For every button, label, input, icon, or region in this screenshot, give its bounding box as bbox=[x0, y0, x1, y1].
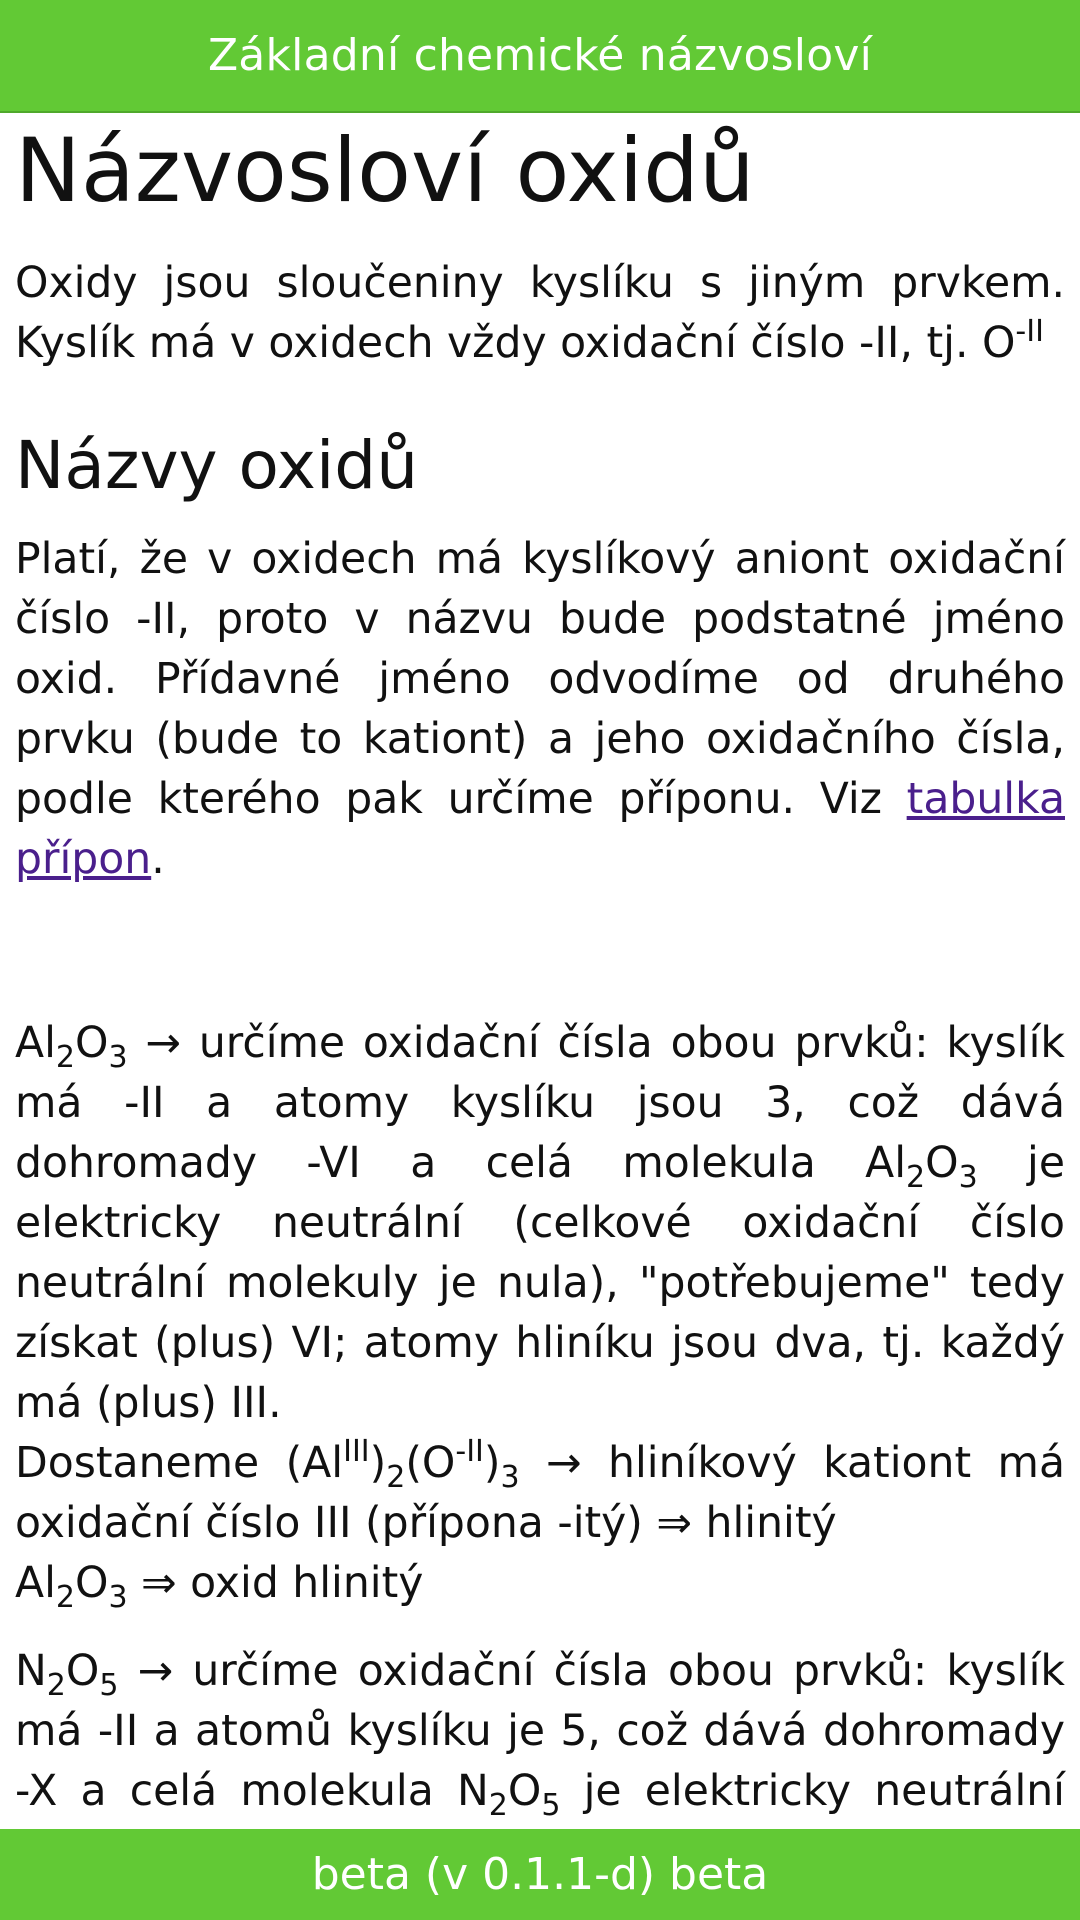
names-paragraph: Platí, že v oxidech má kyslíkový aniont oxidační číslo -II, proto v názvu bude podstatné jméno oxid. Přídavné jméno odvodíme od druhého prvku (bude to kationt) a jeho oxidačního čísla, podle kterého pak určíme příponu. Viz tabulka přípon. bbox=[15, 535, 1065, 885]
example-n2o5-paragraph: $N_2O_5$ → určíme oxidační čísla obou prvků: kyslík má -II a atomů kyslíku je 5, což dává dohromady -X a celá molekula $N_2O_5$ je elektricky neutrální bbox=[15, 1647, 1065, 1824]
section-heading: Názvy oxidů bbox=[15, 426, 419, 504]
app-title-bar bbox=[0, 0, 1080, 113]
suffix-table-link[interactable]: tabulka přípon bbox=[15, 775, 1065, 885]
formula-al2o3: $Al_2O_3$ bbox=[865, 1139, 978, 1196]
app-title: Základní chemické názvosloví bbox=[207, 30, 873, 81]
version-footer-bar bbox=[0, 1829, 1080, 1920]
example-al2o3-paragraph: $Al_2O_3$ → určíme oxidační čísla obou prvků: kyslík má -II a atomy kyslíku jsou 3, což dává dohromady -VI a celá molekula $Al_2O_3$ je elektricky neutrální (celkové oxidační číslo neutrální molekuly je nula), "potřebujeme" tedy získat (plus) VI; atomy hliníku jsou dva, tj. každý má (plus) III. Dostaneme $(Al^{III})_2(O^{-II})_3$ → hliníkový kationt má oxidační číslo III (přípona -itý) ⇒ hlinitý $Al_2O_3$ ⇒ oxid hlinitý bbox=[15, 1019, 1066, 1616]
intro-paragraph: Oxidy jsou sloučeniny kyslíku s jiným prvkem. Kyslík má v oxidech vždy oxidační číslo -II, tj. $O^{-II}$ bbox=[15, 258, 1065, 368]
article-content[interactable] bbox=[0, 113, 1080, 1829]
formula-al2o3: $Al_2O_3$ bbox=[15, 1559, 128, 1616]
version-label: beta (v 0.1.1-d) beta bbox=[311, 1849, 769, 1900]
formula-al2o3: $Al_2O_3$ bbox=[15, 1019, 128, 1076]
formula-n2o5: $N_2O_5$ bbox=[15, 1647, 119, 1704]
formula-n2o5: $N_2O_5$ bbox=[456, 1767, 561, 1824]
page-title: Názvosloví oxidů bbox=[15, 119, 755, 222]
